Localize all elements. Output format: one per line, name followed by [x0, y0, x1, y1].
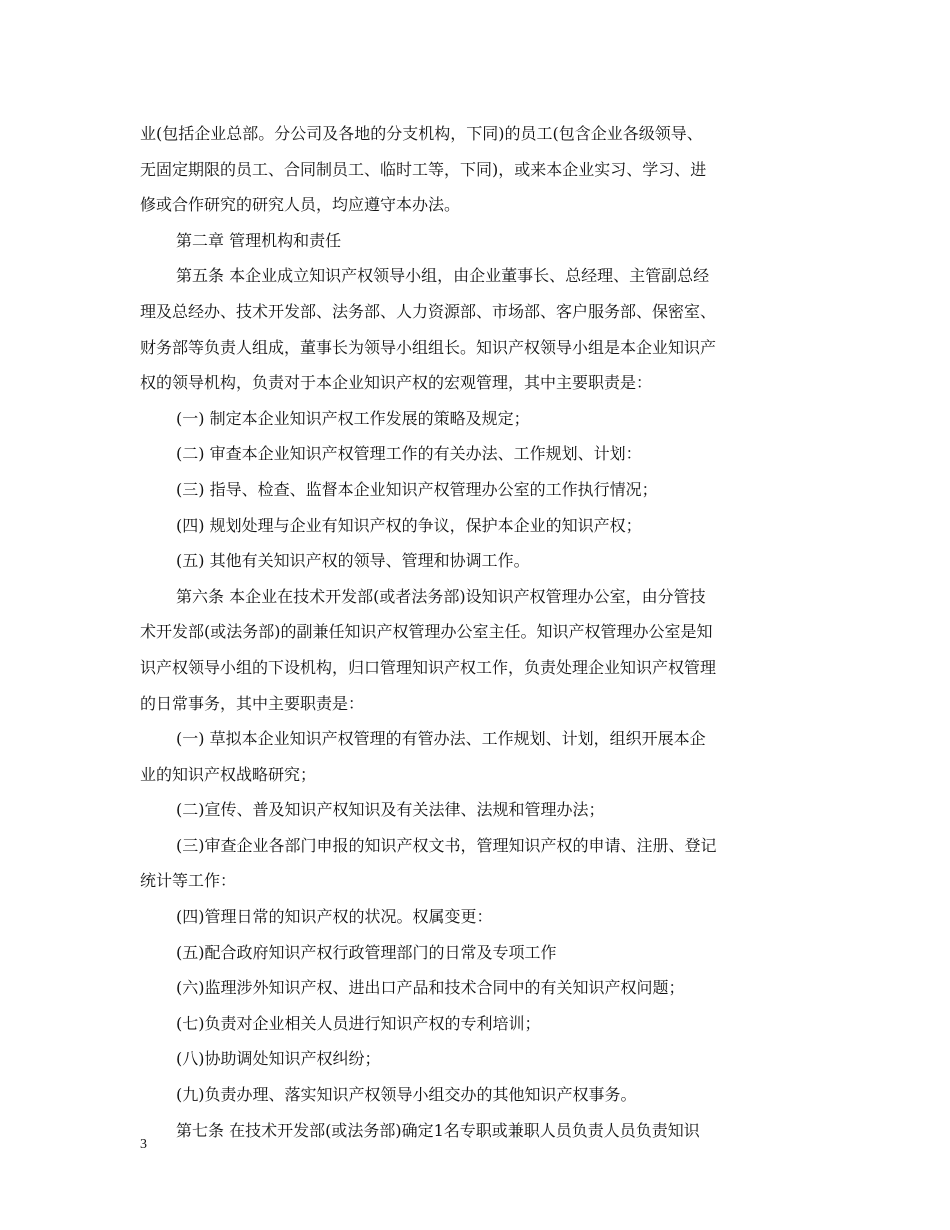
page-number: 3	[140, 1137, 147, 1152]
text-line: (四)管理日常的知识产权的状况。权属变更：	[176, 907, 493, 927]
text-line: (一) 草拟本企业知识产权管理的有管办法、工作规划、计划，组织开展本企	[176, 729, 706, 749]
text-line: (五) 其他有关知识产权的领导、管理和协调工作。	[176, 551, 530, 571]
text-line: (一) 制定本企业知识产权工作发展的策略及规定；	[176, 408, 530, 428]
text-line: (六)监理涉外知识产权、进出口产品和技术合同中的有关知识产权问题；	[176, 978, 685, 998]
text-line: (八)协助调处知识产权纠纷；	[176, 1049, 381, 1069]
text-line: 统计等工作：	[140, 871, 237, 891]
text-line: (三)审查企业各部门申报的知识产权文书，管理知识产权的申请、注册、登记	[176, 835, 717, 855]
text-line: 第七条 在技术开发部(或法务部)确定1名专职或兼职人员负责人员负责知识	[176, 1120, 700, 1140]
text-line: 的日常事务，其中主要职责是：	[140, 693, 365, 713]
text-line: 术开发部(或法务部)的副兼任知识产权管理办公室主任。知识产权管理办公室是知	[140, 622, 713, 642]
text-line: (三) 指导、检查、监督本企业知识产权管理办公室的工作执行情况；	[176, 479, 658, 499]
text-line: (二)宣传、普及知识产权知识及有关法律、法规和管理办法；	[176, 800, 605, 820]
text-line: (七)负责对企业相关人员进行知识产权的专利培训；	[176, 1013, 541, 1033]
text-line: 识产权领导小组的下设机构，归口管理知识产权工作，负责处理企业知识产权管理	[140, 657, 717, 677]
text-line: 第二章 管理机构和责任	[176, 230, 342, 250]
text-line: 修或合作研究的研究人员，均应遵守本办法。	[140, 195, 461, 215]
text-line: 财务部等负责人组成，董事长为领导小组组长。知识产权领导小组是本企业知识产	[140, 337, 717, 357]
text-line: 业的知识产权战略研究；	[140, 764, 317, 784]
text-line: (五)配合政府知识产权行政管理部门的日常及专项工作	[176, 942, 557, 962]
body-text	[140, 116, 812, 1148]
text-line: 理及总经办、技术开发部、法务部、人力资源部、市场部、客户服务部、保密室、	[140, 301, 717, 321]
text-line: 第六条 本企业在技术开发部(或者法务部)设知识产权管理办公室，由分管技	[176, 586, 706, 606]
text-line: 无固定期限的员工、合同制员工、临时工等，下同)，或来本企业实习、学习、进	[140, 159, 707, 179]
text-line: (二) 审查本企业知识产权管理工作的有关办法、工作规划、计划：	[176, 444, 642, 464]
text-line: (九)负责办理、落实知识产权领导小组交办的其他知识产权事务。	[176, 1085, 637, 1105]
text-line: 业(包括企业总部。分公司及各地的分支机构，下同)的员工(包含企业各级领导、	[140, 124, 703, 143]
text-line: 第五条 本企业成立知识产权领导小组，由企业董事长、总经理、主管副总经	[176, 266, 710, 286]
text-line: (四) 规划处理与企业有知识产权的争议，保护本企业的知识产权；	[176, 515, 642, 535]
text-line: 权的领导机构，负责对于本企业知识产权的宏观管理，其中主要职责是：	[140, 373, 653, 393]
